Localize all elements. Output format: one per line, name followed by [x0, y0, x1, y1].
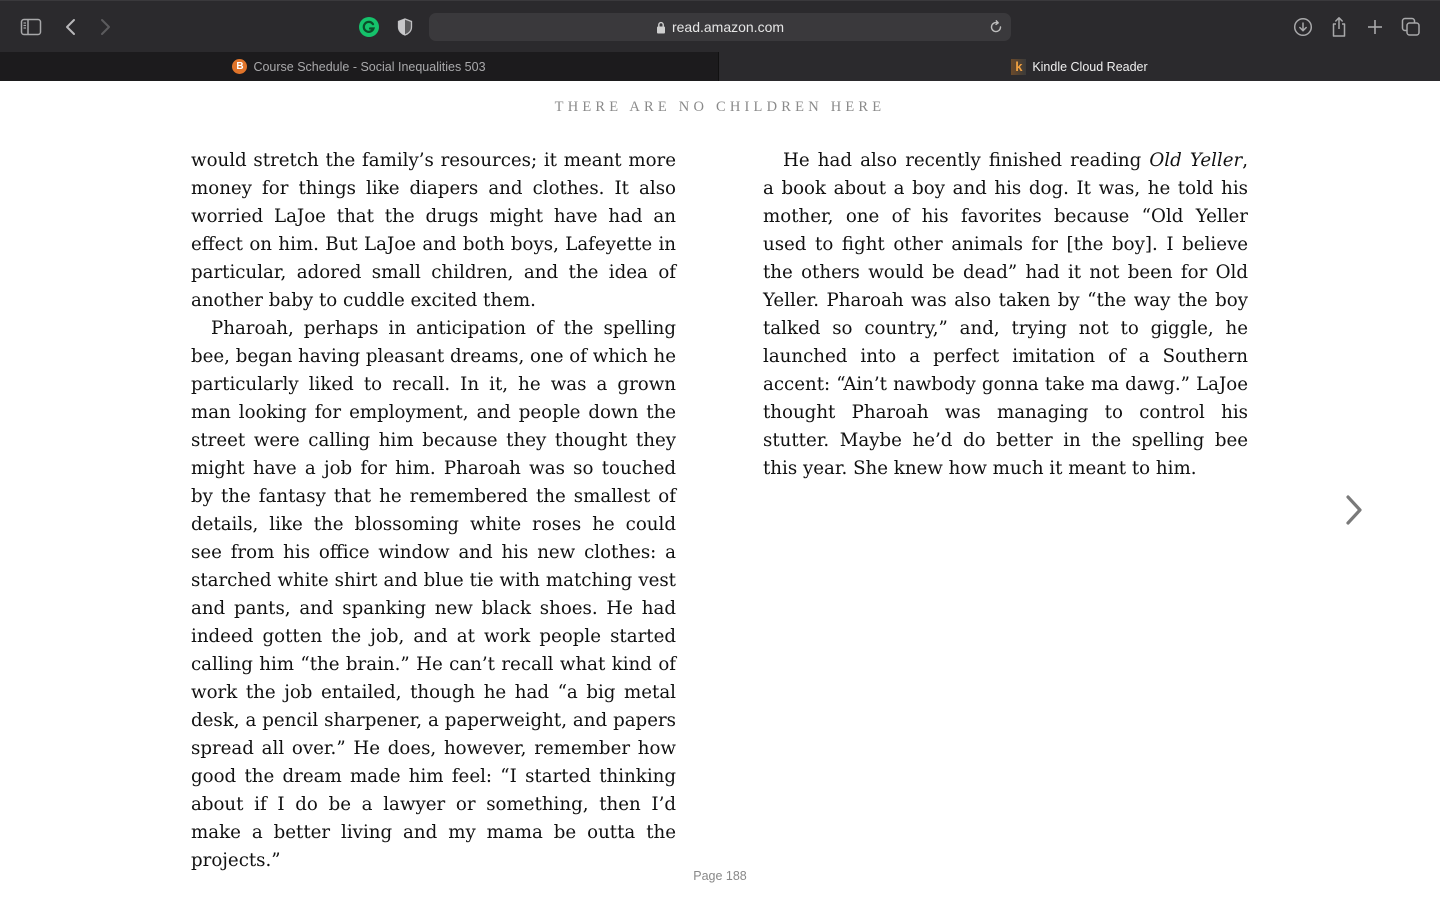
download-icon [1293, 17, 1313, 37]
next-page-button[interactable] [1338, 492, 1370, 528]
tab-label: Kindle Cloud Reader [1032, 59, 1148, 74]
lock-icon [656, 21, 666, 34]
tab-course-schedule[interactable] [0, 52, 719, 81]
share-button[interactable] [1326, 14, 1352, 40]
paragraph [763, 147, 1248, 483]
reload-button[interactable] [987, 18, 1005, 36]
share-icon [1330, 16, 1348, 38]
privacy-report-button[interactable] [392, 14, 418, 40]
tab-bar [0, 52, 1440, 81]
grammarly-icon [358, 16, 380, 38]
tab-overview-button[interactable] [1398, 14, 1424, 40]
chevron-left-icon [64, 17, 78, 37]
back-button[interactable] [58, 14, 84, 40]
text-run: He had also recently finished reading [783, 150, 1150, 171]
running-head: THERE ARE NO CHILDREN HERE [554, 99, 886, 115]
chevron-right-icon [1343, 493, 1365, 527]
forward-button[interactable] [92, 14, 118, 40]
new-tab-button[interactable] [1362, 14, 1388, 40]
url-text: read.amazon.com [671, 19, 785, 35]
sidebar-icon[interactable] [18, 14, 44, 40]
address-bar[interactable] [429, 13, 1011, 41]
right-page-column [763, 147, 1248, 483]
browser-toolbar [0, 0, 1440, 52]
kindle-favicon-icon: k [1011, 59, 1026, 75]
page-number: Page 188 [693, 869, 747, 883]
tabs-overview-icon [1401, 17, 1421, 37]
left-page-column [191, 147, 676, 875]
tab-kindle-cloud-reader[interactable] [719, 52, 1440, 81]
reload-icon [987, 18, 1005, 36]
paragraph: would stretch the family’s resources; it meant more money for things like diapers and clothes. It also worried LaJoe that the drugs might have had an effect on him. But LaJoe and both boys, Lafeyette in particular, adored small children, and the idea of another baby to cuddle excited them. [191, 150, 676, 311]
text-run: , a book about a boy and his dog. It was, he told his mother, one of his favorites because “Old Yeller used to fight other animals for [the boy]. I believe the others would be dead” had it not been for Old Yeller. Pharoah was also taken by “the way the boy talked so country,” and, trying not to giggle, he launched into a perfect imitation of a Southern accent: “Ain’t nawbody gonna take ma dawg.” LaJoe thought Pharoah was managing to control his stutter. Maybe he’d do better in the spelling bee this year. She knew how much it meant to him. [763, 150, 1248, 479]
downloads-button[interactable] [1290, 14, 1316, 40]
grammarly-extension-button[interactable] [356, 14, 382, 40]
book-title-italic: Old Yeller [1149, 150, 1243, 171]
plus-icon [1366, 18, 1384, 36]
tab-label: Course Schedule - Social Inequalities 503 [253, 59, 486, 74]
paragraph: Pharoah, perhaps in anticipation of the spelling bee, began having pleasant dreams, one of which he particularly liked to recall. In it, he was a grown man looking for employment, and people down the street were calling him because they thought they might have a job for him. Pharoah was so touched by the fantasy that he remembered the smallest of details, like the blossoming white roses he could see from his office window and his new clothes: a starched white shirt and blue tie with matching vest and pants, and spanking new black shoes. He had indeed gotten the job, and at work people started calling him “the brain.” He can’t recall what kind of work the job entailed, though he had “a big metal desk, a pencil sharpener, a paperweight, and papers spread all over.” He does, however, remember how good the dream made him feel: “I started thinking about if I do be a lawyer or something, then I’d make a better living and my mama be outta the projects.” [191, 318, 676, 871]
course-site-favicon-icon: B [232, 59, 247, 74]
shield-icon [397, 18, 413, 36]
chevron-right-icon [98, 17, 112, 37]
